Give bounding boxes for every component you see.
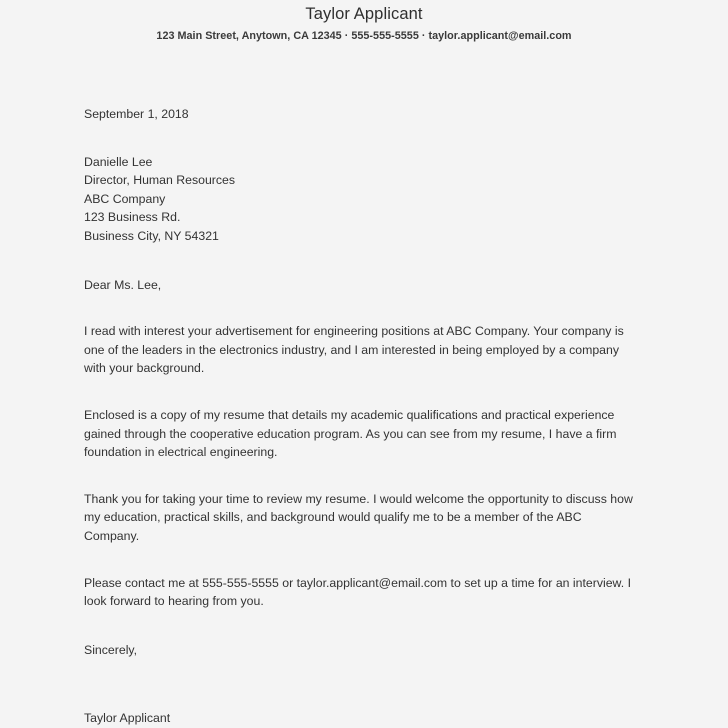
letter-date: September 1, 2018 bbox=[84, 107, 189, 121]
salutation: Dear Ms. Lee, bbox=[84, 277, 162, 292]
closing-salutation: Sincerely, bbox=[84, 642, 138, 657]
recipient-address-block bbox=[84, 153, 640, 246]
signature-name: Taylor Applicant bbox=[84, 711, 171, 726]
body-paragraph: I read with interest your advertisement for engineering positions at ABC Company. Your company is one of the leaders in the electronics industry, and I am interested in being employed by a company with your background. bbox=[84, 324, 624, 376]
body-paragraph: Please contact me at 555-555-5555 or taylor.applicant@email.com to set up a time for an interview. I look forward to hearing from you. bbox=[84, 575, 632, 609]
recipient-line: Danielle Lee bbox=[84, 154, 153, 169]
recipient-line: 123 Business Rd. bbox=[84, 210, 181, 225]
signature-space bbox=[84, 659, 640, 709]
recipient-line: ABC Company bbox=[84, 191, 166, 206]
recipient-line: Business City, NY 54321 bbox=[84, 228, 219, 243]
letter-body bbox=[84, 105, 640, 728]
letterhead bbox=[0, 0, 728, 44]
body-paragraph: Enclosed is a copy of my resume that details my academic qualifications and practical experience gained through the cooperative education program. As you can see from my resume, I have a firm foundation in electrical engineering. bbox=[84, 407, 617, 460]
recipient-line: Director, Human Resources bbox=[84, 173, 236, 188]
body-paragraph: Thank you for taking your time to review my resume. I would welcome the opportunity to discuss how my education, practical skills, and background would qualify me to be a member of the ABC Company. bbox=[84, 491, 633, 543]
body-paragraph-list bbox=[84, 322, 640, 611]
sender-contact-line: 123 Main Street, Anytown, CA 12345 · 555-555-5555 · taylor.applicant@email.com bbox=[156, 30, 572, 42]
sender-name: Taylor Applicant bbox=[305, 5, 423, 23]
